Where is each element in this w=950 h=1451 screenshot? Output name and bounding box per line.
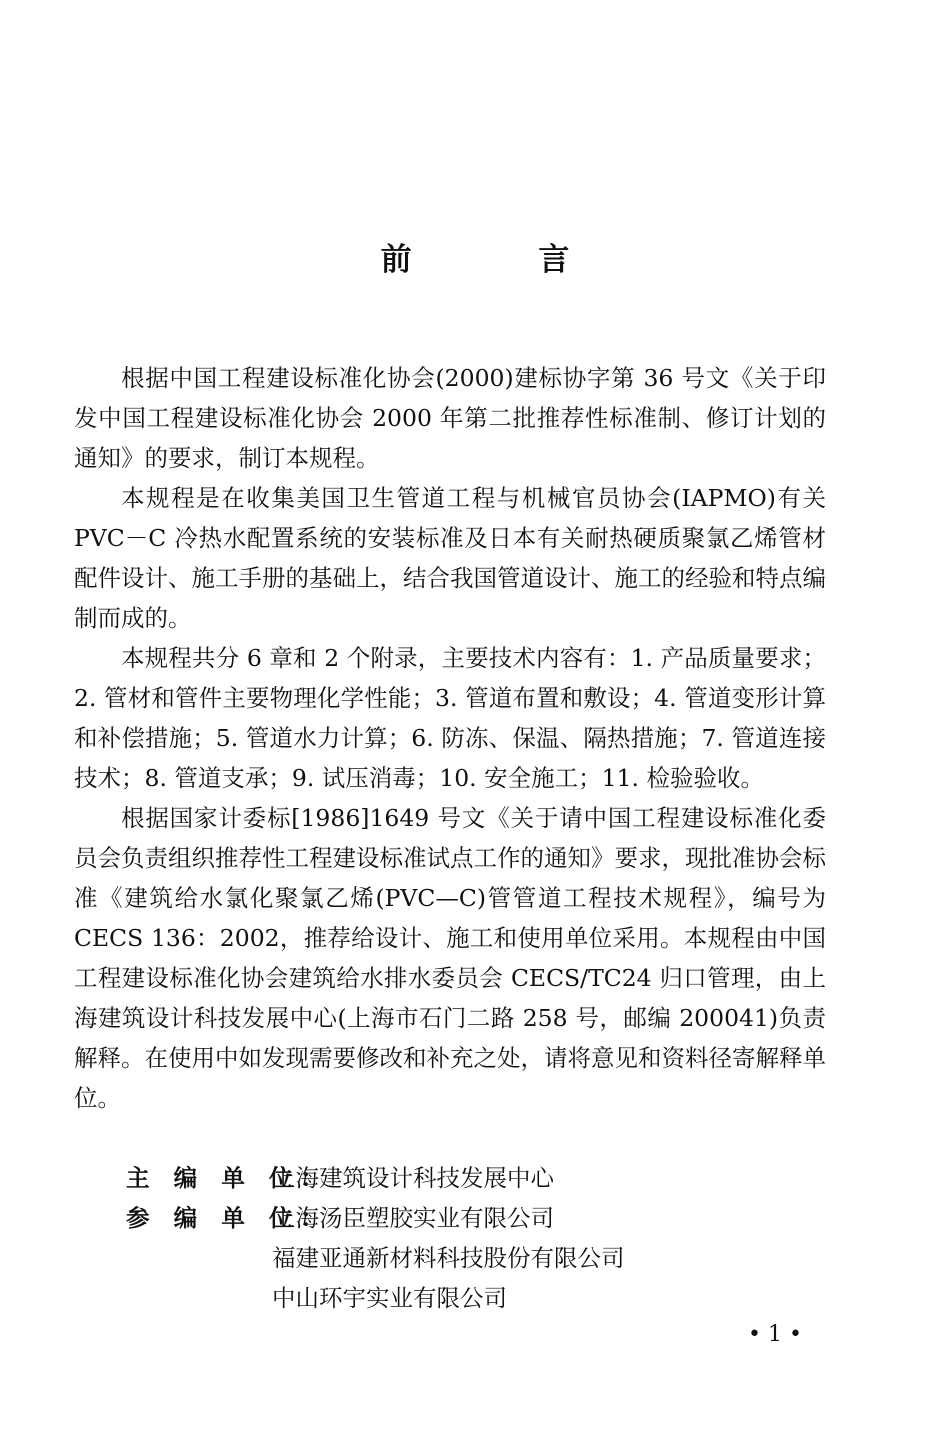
- paragraph-2: 本规程是在收集美国卫生管道工程与机械官员协会(IAPMO)有关 PVC－C 冷热水配置系统的安装标准及日本有关耐热硬质聚氯乙烯管材配件设计、施工手册的基础上，结合我国管道设计、施工的经验和特点编制而成的。: [74, 484, 826, 632]
- chief-unit-value: 上海建筑设计科技发展中心: [272, 1164, 554, 1192]
- preface-body: [74, 358, 826, 1118]
- paragraph-3: 本规程共分 6 章和 2 个附录，主要技术内容有：1. 产品质量要求；2. 管材和管件主要物理化学性能；3. 管道布置和敷设；4. 管道变形计算和补偿措施；5. 管道水力计算；6. 防冻、保温、隔热措施；7. 管道连接技术；8. 管道支承；9. 试压消毒；10. 安全施工；11. 检验验收。: [74, 644, 826, 792]
- page-title: 前 言: [380, 242, 628, 278]
- participating-unit-label: 参 编 单 位：: [126, 1204, 333, 1232]
- participating-unit-value: 福建亚通新材料科技股份有限公司: [272, 1244, 625, 1272]
- participating-unit-row: [126, 1238, 826, 1278]
- paragraph-4: 根据国家计委标[1986]1649 号文《关于请中国工程建设标准化委员会负责组织推荐性工程建设标准试点工作的通知》要求，现批准协会标准《建筑给水氯化聚氯乙烯(PVC—C)管管道工程技术规程》，编号为 CECS 136：2002，推荐给设计、施工和使用单位采用。本规程由中国工程建设标准化协会建筑给水排水委员会 CECS/TC24 归口管理，由上海建筑设计科技发展中心(上海市石门二路 258 号，邮编 200041)负责解释。在使用中如发现需要修改和补充之处，请将意见和资料径寄解释单位。: [74, 804, 826, 1112]
- chief-unit-row: [126, 1158, 826, 1198]
- chief-unit-label: 主 编 单 位：: [126, 1164, 333, 1192]
- participating-unit-row: [126, 1198, 826, 1238]
- paragraph-1: 根据中国工程建设标准化协会(2000)建标协字第 36 号文《关于印发中国工程建设标准化协会 2000 年第二批推荐性标准制、修订计划的通知》的要求，制订本规程。: [74, 364, 826, 472]
- participating-unit-row: [126, 1278, 826, 1318]
- page-number: • 1 •: [748, 1322, 802, 1347]
- participating-unit-value: 上海汤臣塑胶实业有限公司: [272, 1204, 554, 1232]
- editing-units: [126, 1158, 826, 1318]
- participating-unit-value: 中山环宇实业有限公司: [272, 1284, 507, 1312]
